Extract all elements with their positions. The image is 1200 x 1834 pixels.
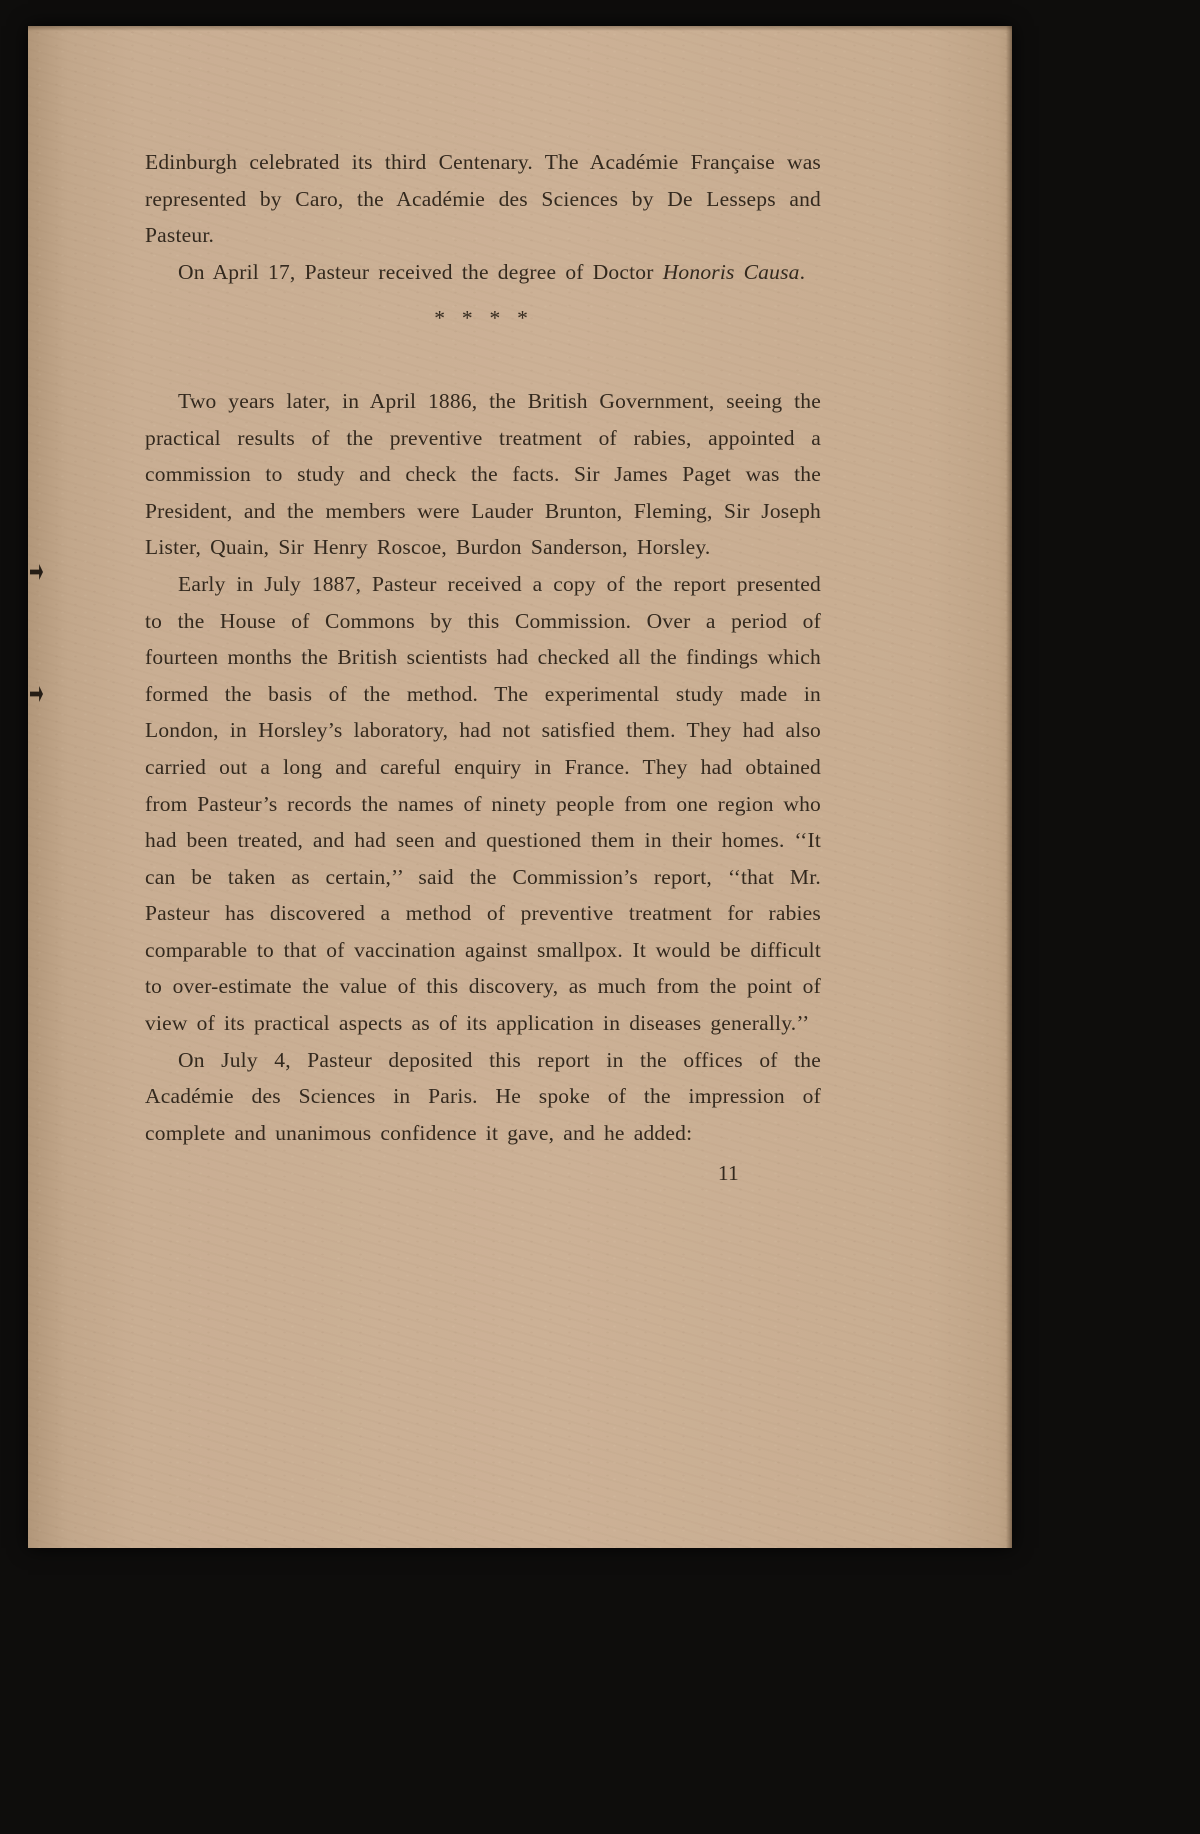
page-number: 11 [717, 1161, 739, 1186]
paragraph [145, 254, 821, 291]
book-page [28, 26, 1012, 1548]
paragraph: Two years later, in April 1886, the British Government, seeing the practical results of the preventive treatment of rabies, appointed a commission to study and check the facts. Sir James Paget was the President, and the members were Lauder Brunton, Fleming, Sir Joseph Lister, Quain, Sir Henry Roscoe, Burdon Sanderson, Horsley. [145, 388, 821, 560]
paragraph: Edinburgh celebrated its third Centenary. The Académie Française was represented by Caro, the Académie des Sciences by De Lesseps and Pasteur. [145, 150, 821, 248]
page-top-edge [28, 26, 1012, 31]
paragraph: Early in July 1887, Pasteur received a copy of the report presented to the House of Commons by this Commission. Over a period of fourteen months the British scientists had checked all the findings which formed the basis of the method. The experimental study made in London, in Horsley’s laboratory, had not satisfied them. They had also carried out a long and careful enquiry in France. They had obtained from Pasteur’s records the names of ninety people from one region who had been treated, and had seen and questioned them in their homes. ‘‘It can be taken as certain,’’ said the Commission’s report, ‘‘that Mr. Pasteur has discovered a method of preventive treatment for rabies comparable to that of vaccination against smallpox. It would be difficult to over-estimate the value of this discovery, as much from the point of view of its practical aspects as of its application in diseases generally.’’ [145, 571, 821, 1036]
paragraph: On July 4, Pasteur deposited this report in the offices of the Académie des Sciences in Paris. He spoke of the impression of complete and unanimous confidence it gave, and he added: [145, 1047, 821, 1145]
italic-phrase: Honoris Causa [662, 259, 800, 284]
page-text-column [145, 144, 821, 1192]
paragraph-text: . [799, 259, 806, 284]
page-right-edge [1006, 26, 1012, 1548]
stitch-mark [30, 686, 43, 702]
asterisk-separator: * * * * [434, 306, 532, 331]
stitch-mark [30, 564, 43, 580]
paragraph-text: On April 17, Pasteur received the degree of Doctor [178, 259, 663, 284]
